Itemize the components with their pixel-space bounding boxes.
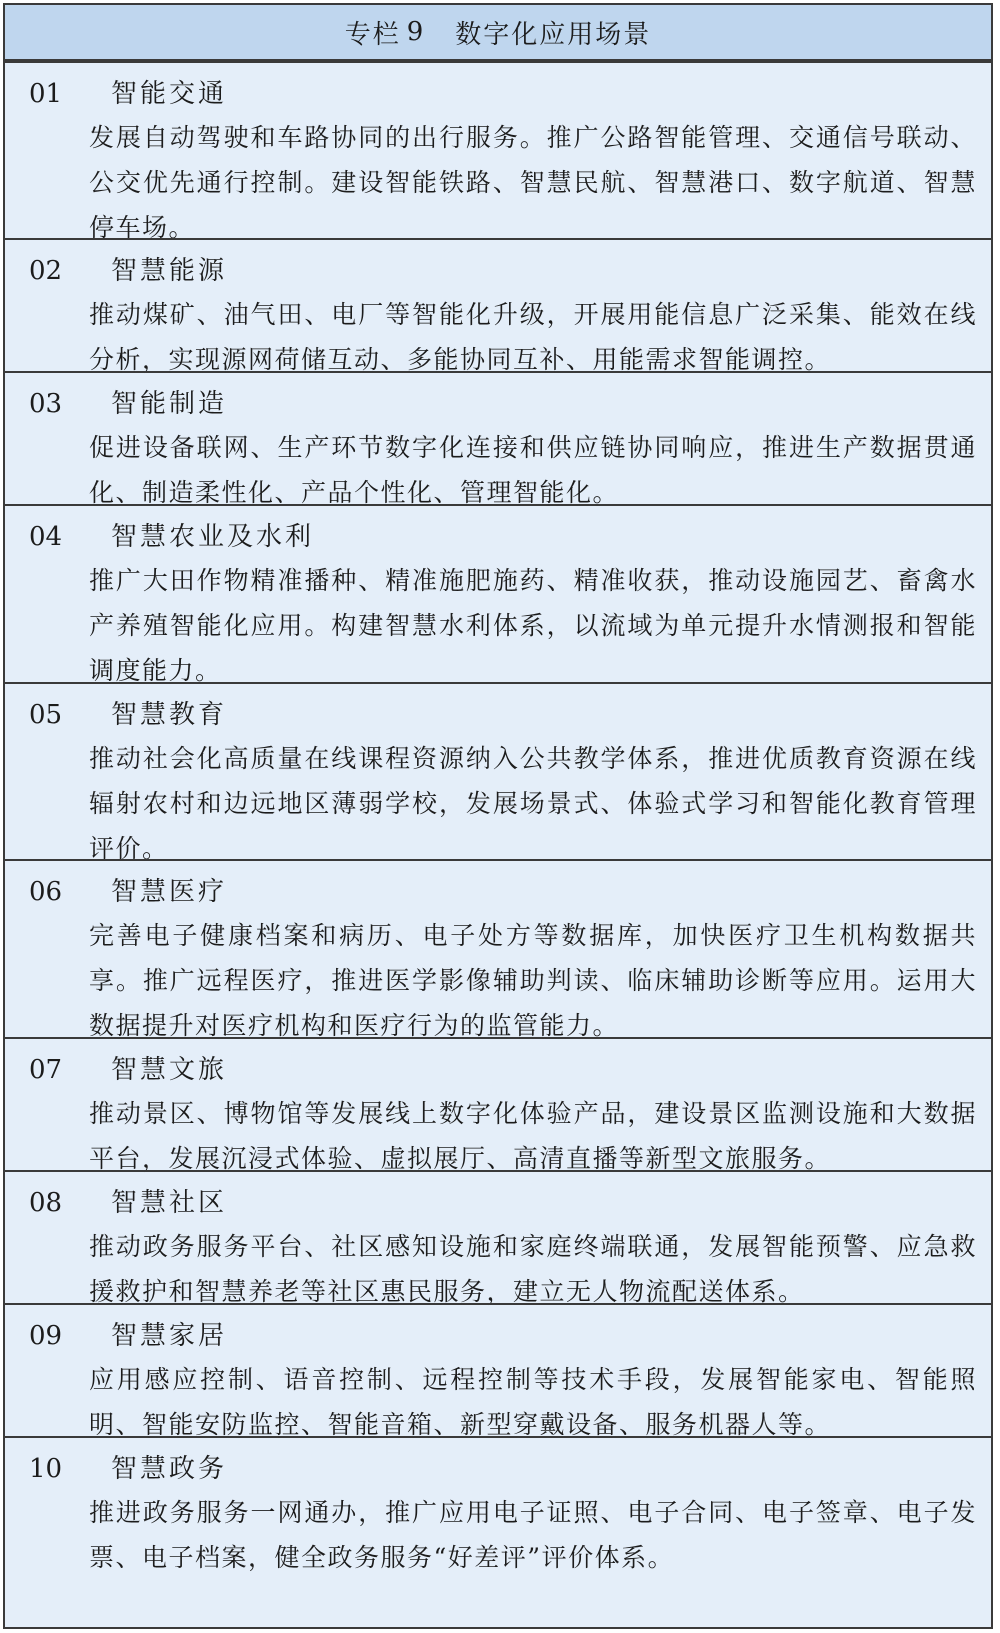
section-08 (5, 1170, 991, 1306)
section-03 (5, 371, 991, 507)
section-title: 智慧社区 (111, 1188, 228, 1218)
section-01 (5, 61, 991, 242)
section-title: 智慧政务 (111, 1454, 228, 1484)
section-body: 发展自动驾驶和车路协同的出行服务。推广公路智能管理、交通信号联动、公交优先通行控制。建设智能铁路、智慧民航、智慧港口、数字航道、智慧停车场。 (89, 123, 977, 242)
section-07 (5, 1037, 991, 1173)
section-09 (5, 1303, 991, 1439)
section-body: 完善电子健康档案和病历、电子处方等数据库，加快医疗卫生机构数据共享。推广远程医疗，推进医学影像辅助判读、临床辅助诊断等应用。运用大数据提升对医疗机构和医疗行为的监管能力。 (89, 921, 977, 1040)
section-title: 智能交通 (111, 79, 228, 109)
section-body: 促进设备联网、生产环节数字化连接和供应链协同响应，推进生产数据贯通化、制造柔性化、产品个性化、管理智能化。 (89, 433, 977, 507)
section-number: 04 (29, 522, 63, 552)
section-body: 推动景区、博物馆等发展线上数字化体验产品，建设景区监测设施和大数据平台，发展沉浸式体验、虚拟展厅、高清直播等新型文旅服务。 (89, 1099, 977, 1173)
column-title: 数字化应用场景 (455, 19, 652, 50)
section-02 (5, 238, 991, 374)
section-number: 02 (29, 256, 63, 286)
section-title: 智慧文旅 (111, 1055, 228, 1085)
section-05 (5, 682, 991, 863)
section-04 (5, 504, 991, 685)
section-body: 推进政务服务一网通办，推广应用电子证照、电子合同、电子签章、电子发票、电子档案，健全政务服务“好差评”评价体系。 (89, 1498, 977, 1572)
section-06 (5, 859, 991, 1040)
section-body: 推动煤矿、油气田、电厂等智能化升级，开展用能信息广泛采集、能效在线分析，实现源网荷储互动、多能协同互补、用能需求智能调控。 (89, 300, 977, 374)
column-label: 专栏 (344, 19, 401, 50)
section-number: 10 (29, 1454, 63, 1484)
section-title: 智慧农业及水利 (111, 522, 315, 552)
column-header (5, 5, 991, 61)
section-body: 推动社会化高质量在线课程资源纳入公共教学体系，推进优质教育资源在线辐射农村和边远地区薄弱学校，发展场景式、体验式学习和智能化教育管理评价。 (89, 744, 977, 863)
section-number: 06 (29, 877, 63, 907)
section-number: 09 (29, 1321, 63, 1351)
section-body: 应用感应控制、语音控制、远程控制等技术手段，发展智能家电、智能照明、智能安防监控、智能音箱、新型穿戴设备、服务机器人等。 (89, 1365, 977, 1439)
section-number: 07 (29, 1055, 63, 1085)
column-number: 9 (406, 17, 426, 47)
column-panel (3, 3, 993, 1629)
section-10 (5, 1436, 991, 1627)
section-number: 08 (29, 1188, 63, 1218)
section-number: 03 (29, 389, 63, 419)
section-body: 推广大田作物精准播种、精准施肥施药、精准收获，推动设施园艺、畜禽水产养殖智能化应用。构建智慧水利体系，以流域为单元提升水情测报和智能调度能力。 (89, 566, 977, 685)
section-body: 推动政务服务平台、社区感知设施和家庭终端联通，发展智能预警、应急救援救护和智慧养老等社区惠民服务，建立无人物流配送体系。 (89, 1232, 977, 1306)
section-title: 智慧教育 (111, 700, 228, 730)
section-title: 智慧医疗 (111, 877, 228, 907)
section-number: 01 (29, 79, 63, 109)
section-title: 智慧能源 (111, 256, 228, 286)
section-title: 智慧家居 (111, 1321, 228, 1351)
section-title: 智能制造 (111, 389, 228, 419)
section-number: 05 (29, 700, 63, 730)
